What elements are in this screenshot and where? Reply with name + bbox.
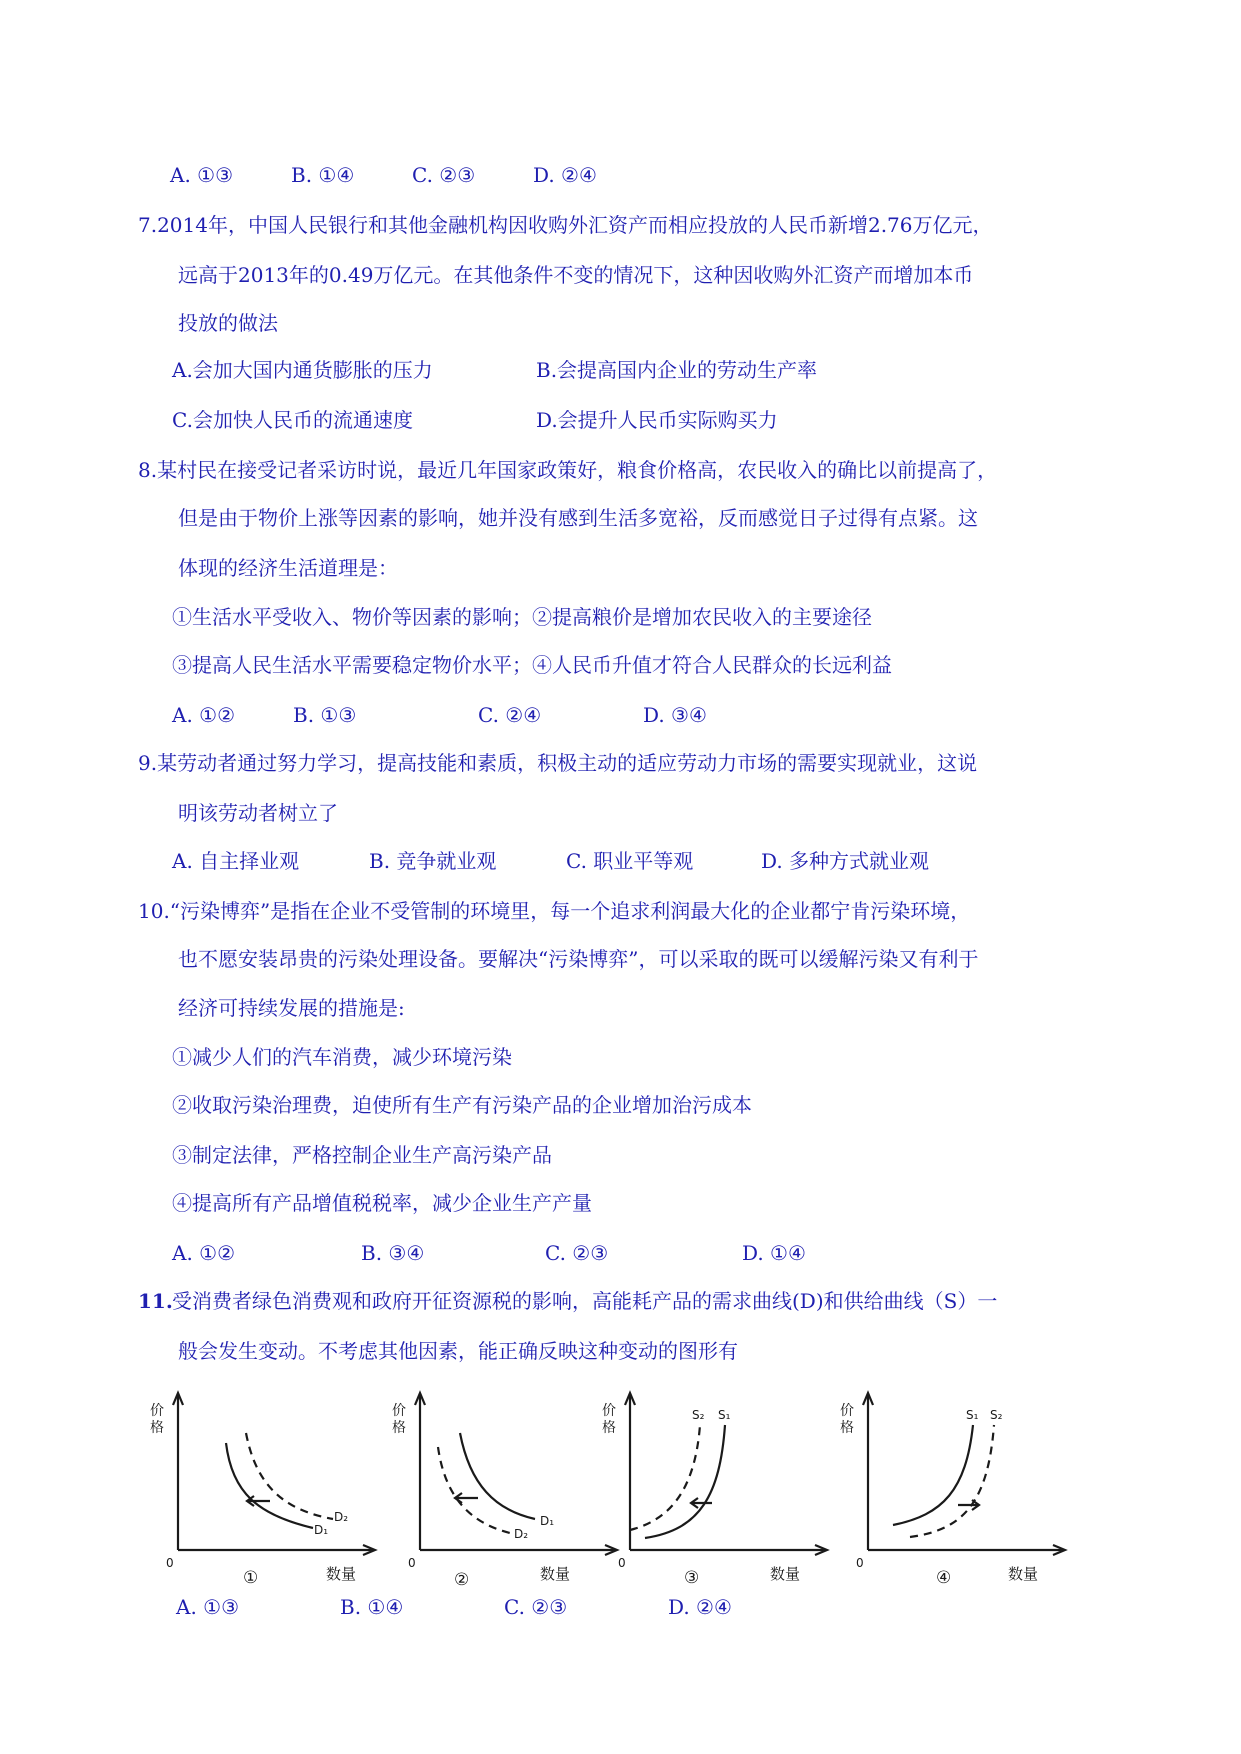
q9-option-c: C. 职业平等观 bbox=[566, 849, 694, 873]
q6-option-b: B. ①④ bbox=[291, 163, 355, 187]
q8-statement-1-2: ①生活水平受收入、物价等因素的影响；②提高粮价是增加农民收入的主要途径 bbox=[172, 605, 872, 629]
q9-stem-line-1: 9.某劳动者通过努力学习，提高技能和素质，积极主动的适应劳动力市场的需要实现就业，这说 bbox=[138, 751, 978, 775]
figure-4-xlabel: 数量 bbox=[1008, 1565, 1039, 1583]
q7-stem-line-3: 投放的做法 bbox=[178, 311, 278, 335]
q8-stem-line-3: 体现的经济生活道理是： bbox=[178, 556, 398, 580]
q10-option-a: A. ①② bbox=[172, 1241, 236, 1265]
q7-stem-line-1: 7.2014年，中国人民银行和其他金融机构因收购外汇资产而相应投放的人民币新增2.76万亿元， bbox=[138, 213, 993, 237]
q10-stem-line-1: 10.“污染博弈”是指在企业不受管制的环境里，每一个追求利润最大化的企业都宁肯污染环境， bbox=[138, 899, 971, 923]
figure-4-origin: 0 bbox=[856, 1556, 864, 1570]
figure-1-label-d1: D₁ bbox=[314, 1523, 329, 1537]
figure-2-label-d1: D₁ bbox=[540, 1514, 555, 1528]
q8-option-a: A. ①② bbox=[172, 703, 236, 727]
figure-2-label-d2: D₂ bbox=[514, 1527, 529, 1541]
q9-option-d: D. 多种方式就业观 bbox=[761, 849, 930, 873]
q11-stem-line-1: 受消费者绿色消费观和政府开征资源税的影响，高能耗产品的需求曲线(D)和供给曲线（S）一 bbox=[172, 1289, 998, 1313]
q10-statement-2: ②收取污染治理费，迫使所有生产有污染产品的企业增加治污成本 bbox=[172, 1093, 752, 1117]
figure-4-ylabel-2: 格 bbox=[840, 1420, 854, 1436]
figure-2-tag: ② bbox=[454, 1570, 470, 1590]
figure-1-tag: ① bbox=[243, 1568, 259, 1588]
figure-2-origin: 0 bbox=[408, 1556, 416, 1570]
q11-number: 11. bbox=[138, 1289, 173, 1313]
q8-statement-3-4: ③提高人民生活水平需要稳定物价水平；④人民币升值才符合人民群众的长远利益 bbox=[172, 653, 892, 677]
figure-1-xlabel: 数量 bbox=[326, 1565, 357, 1583]
q10-statement-1: ①减少人们的汽车消费，减少环境污染 bbox=[172, 1045, 512, 1069]
figure-4-tag: ④ bbox=[936, 1568, 952, 1588]
figure-3-label-s2: S₂ bbox=[692, 1408, 705, 1422]
q11-figure-3 bbox=[600, 1385, 830, 1588]
figure-3-xlabel: 数量 bbox=[770, 1565, 801, 1583]
q8-option-d: D. ③④ bbox=[643, 703, 707, 727]
figure-2-shift-arrow bbox=[455, 1493, 478, 1503]
figure-2-xlabel: 数量 bbox=[540, 1565, 571, 1583]
figure-3-ylabel-2: 格 bbox=[602, 1420, 616, 1436]
q11-option-b: B. ①④ bbox=[340, 1595, 404, 1619]
figure-1-ylabel-2: 格 bbox=[150, 1420, 164, 1436]
figure-4-label-s1: S₁ bbox=[966, 1408, 979, 1422]
q11-option-a: A. ①③ bbox=[176, 1595, 240, 1619]
figure-1-origin: 0 bbox=[166, 1556, 174, 1570]
q7-option-a: A.会加大国内通货膨胀的压力 bbox=[172, 358, 433, 382]
figure-4-ylabel-1: 价 bbox=[840, 1403, 854, 1419]
figure-3-curve-s1 bbox=[645, 1425, 725, 1538]
q7-option-d: D.会提升人民币实际购买力 bbox=[536, 408, 778, 432]
q6-option-d: D. ②④ bbox=[533, 163, 597, 187]
q9-stem-line-2: 明该劳动者树立了 bbox=[178, 801, 338, 825]
q11-figure-1 bbox=[148, 1385, 378, 1588]
q10-stem-line-3: 经济可持续发展的措施是: bbox=[178, 996, 405, 1020]
q10-option-c: C. ②③ bbox=[545, 1241, 609, 1265]
q7-stem-line-2: 远高于2013年的0.49万亿元。在其他条件不变的情况下，这种因收购外汇资产而增加本币 bbox=[178, 263, 974, 287]
figure-4-curve-s1 bbox=[893, 1425, 973, 1525]
q11-figure-4 bbox=[838, 1385, 1068, 1588]
q10-stem-line-2: 也不愿安装昂贵的污染处理设备。要解决“污染博弈”，可以采取的既可以缓解污染又有利于 bbox=[178, 947, 979, 971]
figure-2-curve-d1 bbox=[460, 1433, 535, 1519]
q7-option-c: C.会加快人民币的流通速度 bbox=[172, 408, 413, 432]
q6-option-a: A. ①③ bbox=[170, 163, 234, 187]
q11-option-d: D. ②④ bbox=[668, 1595, 732, 1619]
figure-1-label-d2: D₂ bbox=[334, 1510, 349, 1524]
q10-statement-4: ④提高所有产品增值税税率，减少企业生产产量 bbox=[172, 1191, 592, 1215]
figure-3-origin: 0 bbox=[618, 1556, 626, 1570]
figure-4-shift-arrow bbox=[958, 1500, 979, 1510]
figure-3-tag: ③ bbox=[684, 1568, 700, 1588]
q10-statement-3: ③制定法律，严格控制企业生产高污染产品 bbox=[172, 1143, 552, 1167]
figure-3-label-s1: S₁ bbox=[718, 1408, 731, 1422]
figure-1-ylabel-1: 价 bbox=[150, 1403, 164, 1419]
q7-option-b: B.会提高国内企业的劳动生产率 bbox=[536, 358, 818, 382]
figure-4-label-s2: S₂ bbox=[990, 1408, 1003, 1422]
figure-2-ylabel-1: 价 bbox=[392, 1403, 406, 1419]
q10-option-d: D. ①④ bbox=[742, 1241, 806, 1265]
q8-stem-line-1: 8.某村民在接受记者采访时说，最近几年国家政策好，粮食价格高，农民收入的确比以前提高了， bbox=[138, 458, 998, 482]
q10-option-b: B. ③④ bbox=[361, 1241, 425, 1265]
q8-option-c: C. ②④ bbox=[478, 703, 542, 727]
figure-2-ylabel-2: 格 bbox=[392, 1420, 406, 1436]
q9-option-a: A. 自主择业观 bbox=[172, 849, 300, 873]
q6-option-c: C. ②③ bbox=[412, 163, 476, 187]
q8-stem-line-2: 但是由于物价上涨等因素的影响，她并没有感到生活多宽裕，反而感觉日子过得有点紧。这 bbox=[178, 506, 978, 530]
figure-3-ylabel-1: 价 bbox=[602, 1403, 616, 1419]
q9-option-b: B. 竞争就业观 bbox=[369, 849, 497, 873]
figure-2-curve-d2 bbox=[438, 1447, 510, 1533]
figure-4-curve-s2 bbox=[910, 1425, 994, 1537]
q11-option-c: C. ②③ bbox=[504, 1595, 568, 1619]
q8-option-b: B. ①③ bbox=[293, 703, 357, 727]
q11-figure-2 bbox=[390, 1385, 620, 1590]
q11-stem-line-2: 般会发生变动。不考虑其他因素，能正确反映这种变动的图形有 bbox=[178, 1339, 738, 1363]
figure-3-curve-s2 bbox=[630, 1425, 700, 1530]
